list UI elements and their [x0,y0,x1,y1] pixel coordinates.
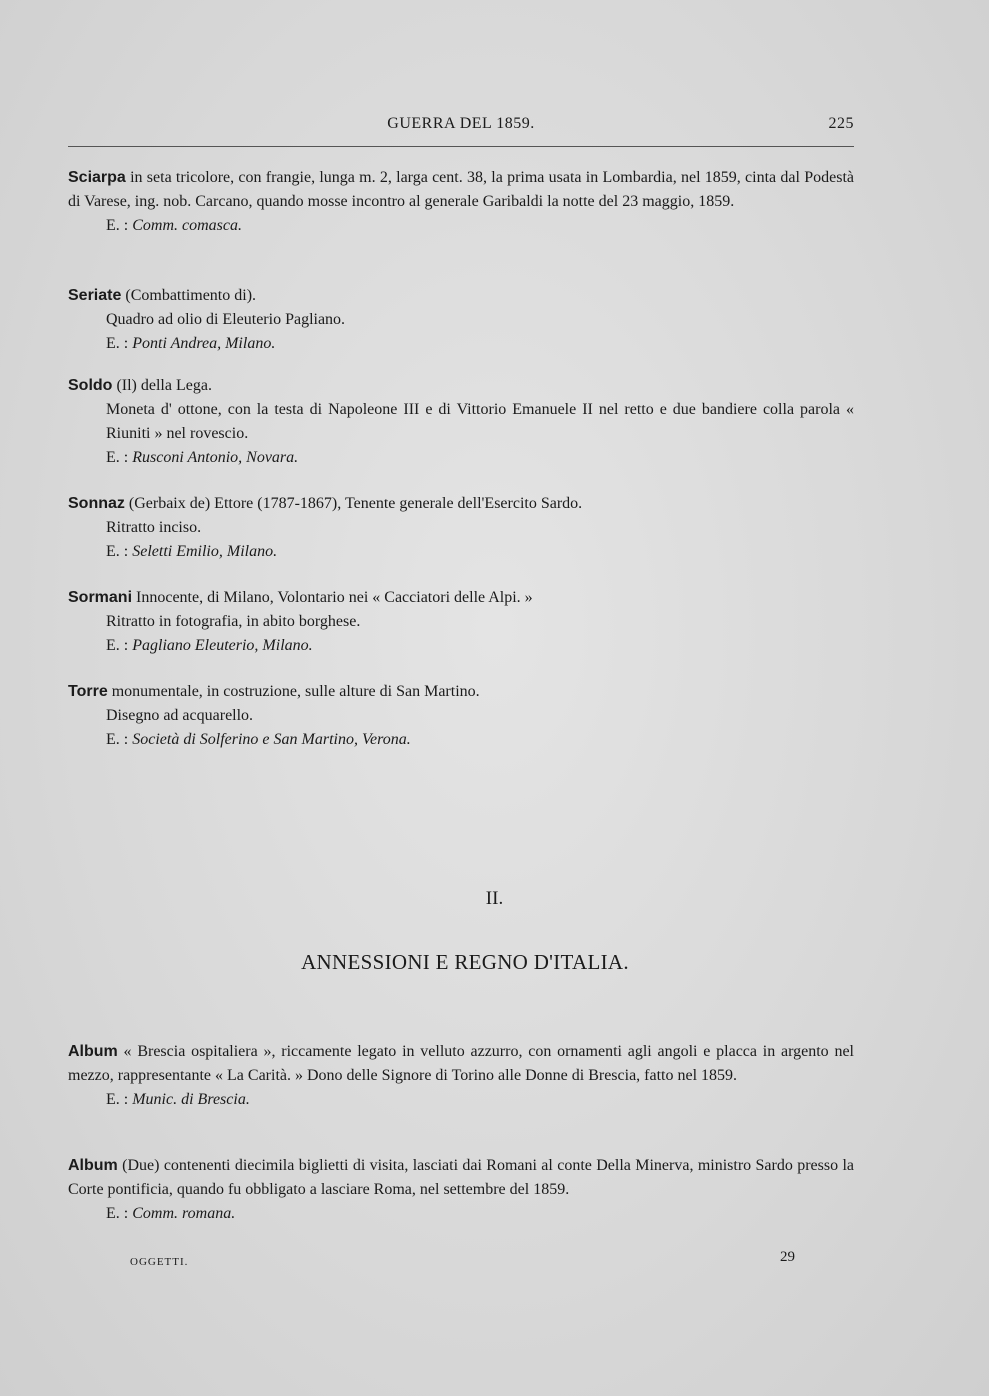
exhibitor-name: Munic. di Brescia. [132,1091,250,1108]
entry-album-brescia [68,1040,854,1112]
exhibitor-name: Comm. romana. [132,1205,236,1222]
entry-lead [68,1154,854,1202]
entry-head: Sormani [68,589,133,606]
entry-head: Sonnaz [68,495,125,512]
entry-head: Seriate [68,287,122,304]
entry-description: Ritratto inciso. [106,519,202,536]
entry-head: Sciarpa [68,169,126,186]
exhibitor-prefix: E. : [106,1091,133,1108]
entry-sormani [68,586,854,658]
exhibitor-name: Società di Solferino e San Martino, Verona. [132,731,411,748]
entry-lead [68,586,854,610]
entry-album-due [68,1154,854,1226]
header-title: GUERRA DEL 1859. [387,115,535,132]
entry-exhibitor [68,1088,854,1112]
exhibitor-name: Ponti Andrea, Milano. [132,335,276,352]
entry-lead [68,1040,854,1088]
header-rule [68,146,854,147]
section-number: II. [485,888,504,909]
entry-exhibitor [68,446,854,470]
entry-soldo [68,374,854,470]
exhibitor-name: Comm. comasca. [132,217,242,234]
entry-text: (Due) contenenti diecimila biglietti di visita, lasciati dai Romani al conte Della Minerva, ministro Sardo presso la Corte pontificia, quando fu obbligato a lasciare Roma, nel settembre del 1859. [68,1157,854,1198]
entry-text: monumentale, in costruzione, sulle alture di San Martino. [107,683,480,700]
entry-text: (Il) della Lega. [112,377,212,394]
footer-signature: OGGETTI. [130,1256,189,1268]
entry-description: Disegno ad acquarello. [106,707,254,724]
entry-description: Quadro ad olio di Eleuterio Pagliano. [106,311,346,328]
entry-head: Album [68,1043,118,1060]
page-number: 225 [828,115,854,132]
entry-exhibitor [68,728,854,752]
entry-exhibitor [68,332,854,356]
exhibitor-name: Pagliano Eleuterio, Milano. [132,637,313,654]
entry-lead [68,374,854,398]
entry-sciarpa [68,166,854,238]
entry-torre [68,680,854,752]
running-header [68,115,854,139]
entry-head: Soldo [68,377,113,394]
entry-text: Innocente, di Milano, Volontario nei « Cacciatori delle Alpi. » [132,589,533,606]
entry-description [68,398,854,446]
entry-head: Torre [68,683,108,700]
exhibitor-name: Rusconi Antonio, Novara. [132,449,299,466]
exhibitor-prefix: E. : [106,335,133,352]
exhibitor-prefix: E. : [106,543,133,560]
entry-description: Ritratto in fotografia, in abito borghese. [106,613,361,630]
entry-lead [68,284,854,308]
section-title: ANNESSIONI E REGNO D'ITALIA. [301,950,629,974]
entry-lead [68,166,854,214]
entry-text: (Gerbaix de) Ettore (1787-1867), Tenente generale dell'Esercito Sardo. [124,495,583,512]
entry-head: Album [68,1157,118,1174]
description-text: Moneta d' ottone, con la testa di Napoleone III e di Vittorio Emanuele II nel retto e due bandiere colla parola « Riuniti » nel rovescio. [106,401,854,442]
entry-text: « Brescia ospitaliera », riccamente legato in velluto azzurro, con ornamenti agli angoli e placca in argento nel mezzo, rappresentante « La Carità. » Dono delle Signore di Torino alle Donne di Brescia, fatto nel 1859. [68,1043,854,1084]
entry-exhibitor [68,1202,854,1226]
entry-exhibitor [68,540,854,564]
footer-sheet-number: 29 [780,1249,795,1265]
exhibitor-name: Seletti Emilio, Milano. [132,543,278,560]
exhibitor-prefix: E. : [106,449,133,466]
exhibitor-prefix: E. : [106,217,133,234]
entry-text: in seta tricolore, con frangie, lunga m. 2, larga cent. 38, la prima usata in Lombardia, nel 1859, cinta dal Podestà di Varese, ing. nob. Carcano, quando mosse incontro al generale Garibaldi la notte del 23 maggio, 1859. [68,169,854,210]
exhibitor-prefix: E. : [106,637,133,654]
entry-exhibitor [68,634,854,658]
entry-seriate [68,284,854,356]
entry-sonnaz [68,492,854,564]
entry-lead [68,492,854,516]
entry-text: (Combattimento di). [121,287,257,304]
entry-exhibitor [68,214,854,238]
entry-lead [68,680,854,704]
exhibitor-prefix: E. : [106,1205,133,1222]
exhibitor-prefix: E. : [106,731,133,748]
